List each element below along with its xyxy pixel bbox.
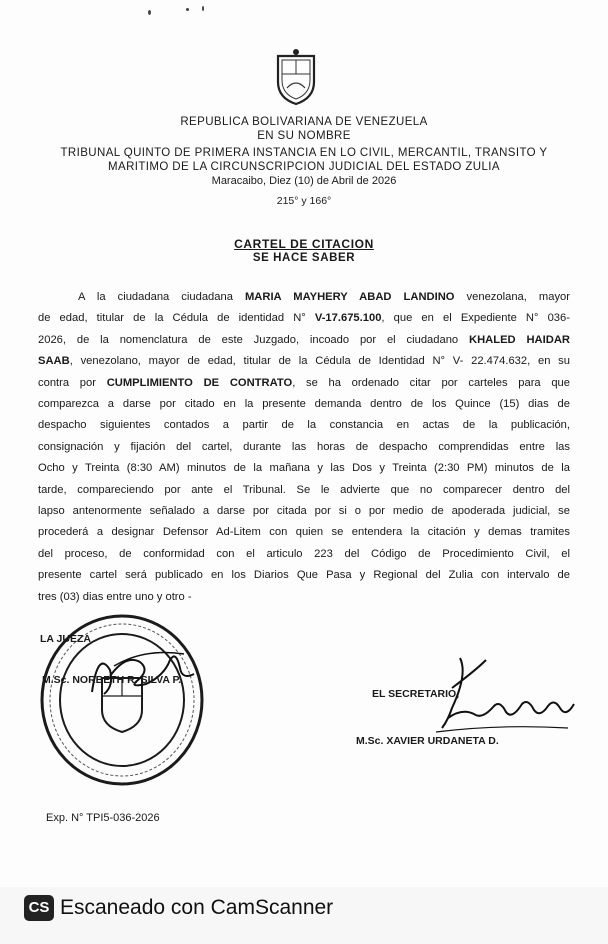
body-line: contra por CUMPLIMIENTO DE CONTRATO, se ha ordenado citar por carteles para que <box>38 376 571 389</box>
cartel-subtitle: SE HACE SABER <box>252 252 356 264</box>
body-line: presente cartel será publicado en los Diarios Que Pasa y Regional del Zulia con intervalo de <box>38 569 570 582</box>
header-years: 215° y 166° <box>276 195 332 207</box>
body-line: SAAB, venezolano, mayor de edad, titular de la Cédula de Identidad N° V- 22.474.632, en su <box>38 355 570 368</box>
scan-speck <box>202 6 204 11</box>
secretary-name: M.Sc. XAVIER URDANETA D. <box>356 735 499 747</box>
body-line: consignación y fijación del cartel, durante las horas de despacho comprendidas entre las <box>38 440 570 453</box>
camscanner-logo-icon: CS <box>24 895 54 921</box>
judge-name: M.Sc. NORBETH R. SILVA P. <box>42 674 182 686</box>
secretary-label: EL SECRETARIO, <box>372 688 460 700</box>
body-line: del proceso, de conformidad con el articulo 223 del Código de Procedimiento Civil, el <box>38 547 570 560</box>
header-en-su-nombre: EN SU NOMBRE <box>257 130 351 142</box>
camscanner-watermark: Escaneado con CamScanner <box>60 896 334 919</box>
expediente-number: Exp. N° TPI5-036-2026 <box>46 812 160 824</box>
header-circunscripcion: MARITIMO DE LA CIRCUNSCRIPCION JUDICIAL DEL ESTADO ZULIA <box>108 161 500 173</box>
coat-of-arms-icon <box>272 48 320 106</box>
header-date: Maracaibo, Diez (10) de Abril de 2026 <box>211 175 397 187</box>
scan-speck <box>148 10 151 15</box>
body-line: lapso antenormente señalado a darse por citada por si o por medio de apoderada judicial, se <box>38 505 570 517</box>
judge-label: LA JUEZA <box>40 633 91 645</box>
body-line: de edad, titular de la Cédula de identidad N° V-17.675.100, que en el Expediente N° 036- <box>38 312 570 325</box>
body-line: 2026, de la nomenclatura de este Juzgado, incoado por el ciudadano KHALED HAIDAR <box>38 333 570 346</box>
body-line: A la ciudadana ciudadana MARIA MAYHERY ABAD LANDINO venezolana, mayor <box>78 291 570 303</box>
body-line: tarde, compareciendo por ante el Tribunal. Se le advierte que no comparecer dentro del <box>38 483 570 496</box>
cartel-title: CARTEL DE CITACION <box>234 237 374 251</box>
body-line: Ocho y Treinta (8:30 AM) minutos de la mañana y las Dos y Treinta (2:30 PM) minutos de la <box>38 462 570 475</box>
header-tribunal: TRIBUNAL QUINTO DE PRIMERA INSTANCIA EN LO CIVIL, MERCANTIL, TRANSITO Y <box>60 147 548 159</box>
body-line: procederá a designar Defensor Ad-Litem con quien se entendera la citación y demas tramites <box>38 526 570 539</box>
body-line: comparezca a darse por citado en la presente demanda dentro de los Quince (15) dias de <box>38 398 570 410</box>
header-republic: REPUBLICA BOLIVARIANA DE VENEZUELA <box>180 116 428 128</box>
body-line: despacho siguientes contados a partir de la constancia en actas de la publicación, <box>38 419 570 432</box>
body-line: tres (03) dias entre uno y otro - <box>38 590 192 603</box>
scan-speck <box>186 8 189 11</box>
